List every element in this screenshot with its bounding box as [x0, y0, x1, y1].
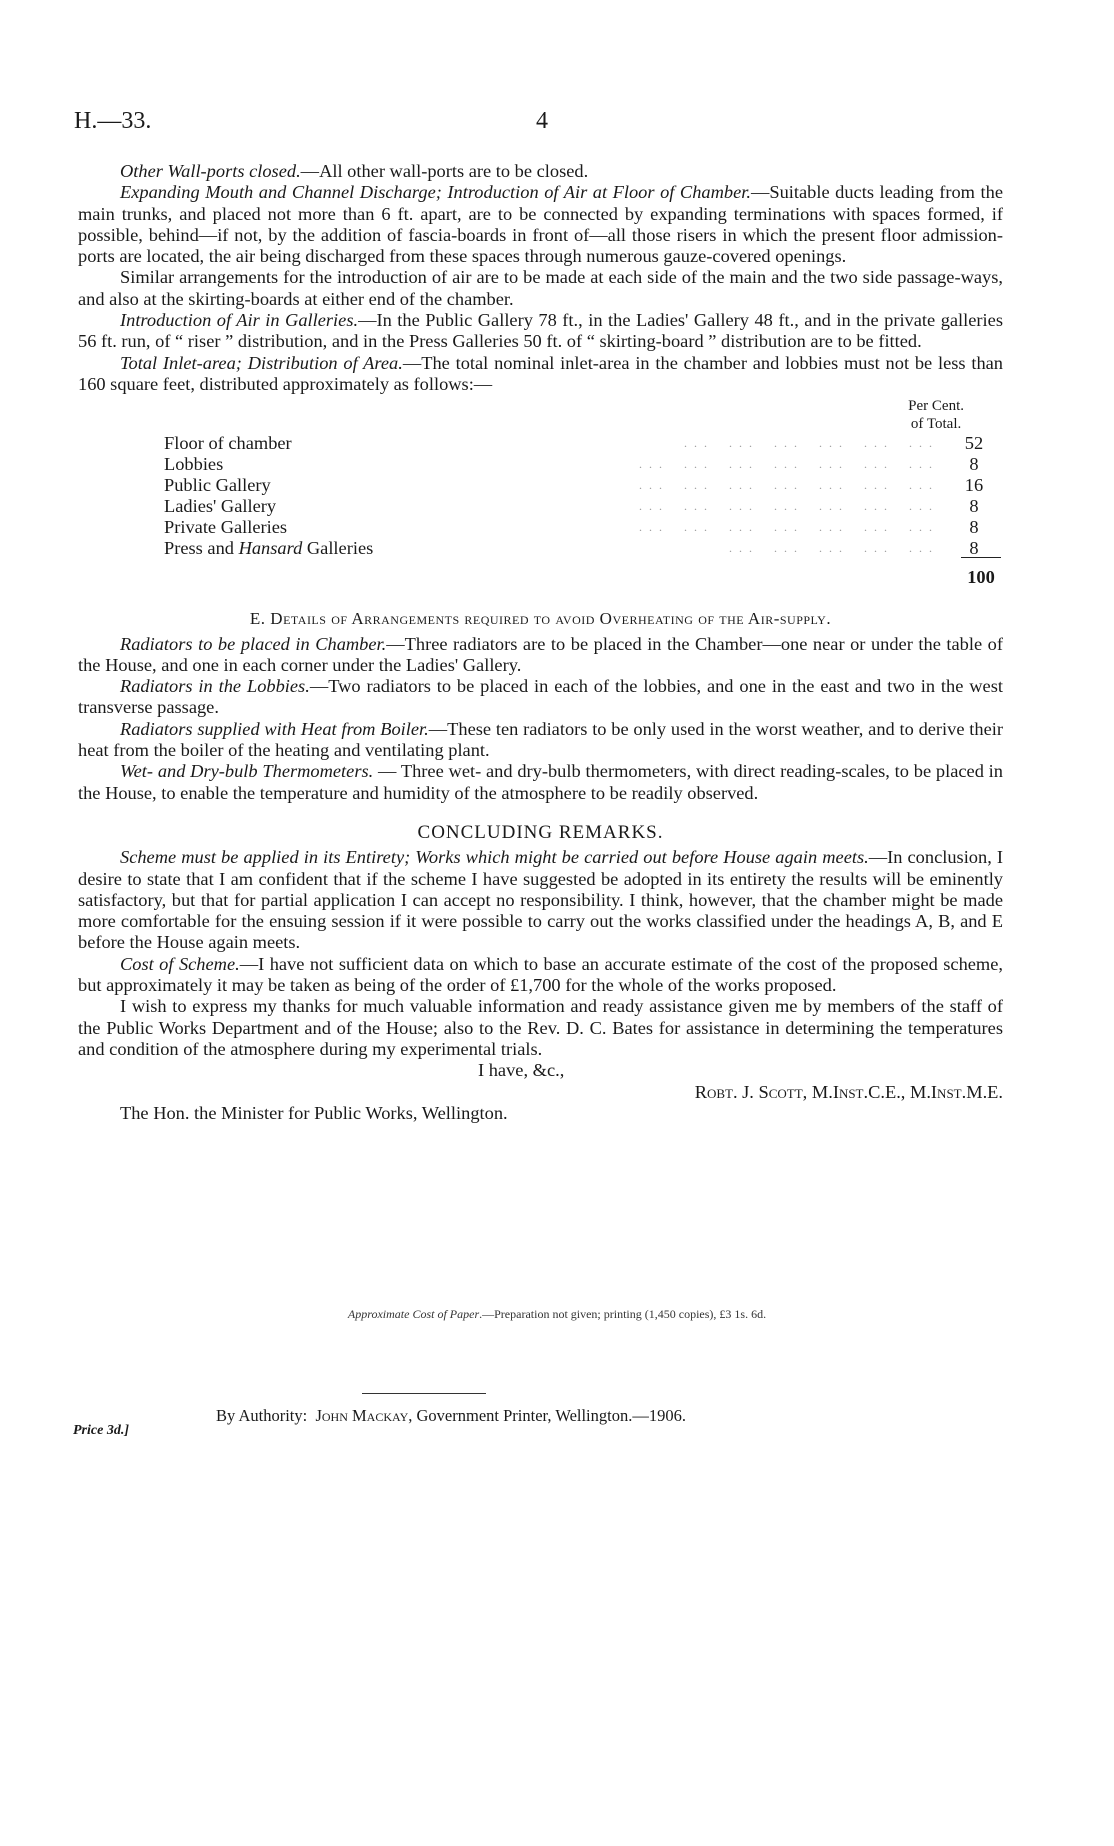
paragraph-radiators-lobbies — [78, 676, 1003, 719]
printer-authority: By Authority: John Mackay, Government Printer, Wellington.—1906. — [216, 1406, 686, 1425]
paragraph-text: —In the Public Gallery 78 ft., in the Ladies' Gallery 48 ft., and in the private galleries 56 ft. run, of “ riser ” distribution, and in the Press Galleries 50 ft. of “ skirting-board ” distribution are to be fitted. — [78, 310, 1003, 352]
document-body — [78, 161, 1003, 1124]
table-row: . . . . . . . . . . . . . . . . . . Floor of chamber 52 — [164, 433, 1004, 454]
addressee: The Hon. the Minister for Public Works, Wellington. — [120, 1102, 508, 1123]
price: Price 3d.] — [73, 1423, 129, 1438]
table-total: 100 — [967, 567, 995, 588]
paragraph-title: Introduction of Air in Galleries. — [120, 310, 359, 331]
paragraph-text: —In conclusion, I desire to state that I am confident that if the scheme I have suggested be adopted in its entirety the results will be eminently satisfactory, but that for partial application I can accept no responsibility. I think, however, that the chamber might be made more comfortable for the ensuing session if it were possible to carry out the works classified under the headings A, B, and E before the House again meets. — [78, 847, 1003, 953]
paragraph-title: Cost of Scheme. — [120, 953, 240, 974]
paragraph-thanks: I wish to express my thanks for much valuable information and ready assistance given me by members of the staff of the Public Works Department and of the House; also to the Rev. D. C. Bates for assistance in determining the temperatures and condition of the atmosphere during my experimental trials. — [78, 996, 1003, 1059]
paragraph-similar-arrangements: Similar arrangements for the introduction of air are to be made at each side of the main and the two side passage-ways, and also at the skirting-boards at either end of the chamber. — [78, 267, 1003, 309]
table-column-header: Per Cent. of Total. — [908, 398, 964, 433]
paragraph-scheme-entirety — [78, 847, 1003, 953]
paragraph-text: —All other wall-ports are to be closed. — [300, 161, 589, 181]
paragraph-text: —The total nominal inlet-area in the chamber and lobbies must not be less than 160 square feet, distributed approximately as follows:— — [78, 352, 1004, 394]
concluding-heading: CONCLUDING REMARKS. — [417, 821, 664, 843]
paragraph-title: Radiators in the Lobbies. — [120, 676, 310, 697]
row-label: Lobbies — [164, 454, 224, 475]
row-value: 8 — [969, 517, 979, 538]
table-row: . . . . . . . . . . . . . . . . . . . . . Public Gallery 16 — [164, 475, 1004, 496]
paragraph-inlet-area — [78, 353, 1003, 396]
paragraph-wall-ports — [78, 161, 1003, 182]
inlet-area-table — [78, 397, 1003, 590]
row-value: 8 — [969, 538, 979, 559]
paragraph-text: —Suitable ducts leading from the main trunks, and placed not more than 6 ft. apart, are to be connected by expanding terminations with spaces formed, if possible, behind—if not, by the addition of fascia-boards in front of—all those risers in which the present floor admission-ports are located, the air being discharged from these spaces through numerous gauze-covered openings. — [78, 182, 1003, 267]
signature: Robt. J. Scott, M.Inst.C.E., M.Inst.M.E. — [694, 1081, 1003, 1102]
document-reference: H.—33. — [74, 108, 152, 134]
paragraph-title: Wet- and Dry-bulb Thermometers. — [120, 761, 374, 782]
row-value: 8 — [969, 496, 979, 517]
row-value: 8 — [969, 454, 979, 475]
page-number: 4 — [536, 108, 548, 134]
table-row: . . . . . . . . . . . . . . . Press and Hansard Galleries 8 — [164, 538, 1004, 559]
paragraph-text: —I have not sufficient data on which to base an accurate estimate of the cost of the proposed scheme, but approximately it may be taken as being of the order of £1,700 for the whole of the works proposed. — [78, 953, 1003, 996]
paragraph-radiators-chamber — [78, 634, 1003, 677]
paragraph-cost-of-scheme — [78, 954, 1003, 997]
paragraph-text: —Three radiators are to be placed in the Chamber—one near or under the table of the House, and one in each corner under the Ladies' Gallery. — [78, 633, 1003, 675]
section-e-heading: E. Details of Arrangements required to avoid Overheating of the Air-supply. — [249, 609, 832, 629]
closing-line: I have, &c., — [478, 1060, 565, 1081]
row-label: Public Gallery — [164, 475, 271, 496]
row-label: Ladies' Gallery — [164, 496, 277, 517]
paragraph-title: Radiators supplied with Heat from Boiler. — [120, 718, 429, 739]
table-row: . . . . . . . . . . . . . . . . . . . . . Lobbies 8 — [164, 454, 1004, 475]
paragraph-radiators-boiler — [78, 719, 1003, 762]
footer-rule — [362, 1393, 486, 1394]
paragraph-text: — Three wet- and dry-bulb thermometers, with direct reading-scales, to be placed in the House, to enable the temperature and humidity of the atmosphere to be readily observed. — [78, 761, 1003, 803]
paragraph-title: Scheme must be applied in its Entirety; Works which might be carried out before House again meets. — [120, 847, 869, 868]
table-row: . . . . . . . . . . . . . . . . . . . . . Ladies' Gallery 8 — [164, 496, 1004, 517]
paragraph-title: Other Wall-ports closed. — [120, 161, 301, 181]
row-label: Private Galleries — [164, 517, 288, 538]
row-label: Floor of chamber — [164, 433, 292, 454]
paragraph-title: Expanding Mouth and Channel Discharge; Introduction of Air at Floor of Chamber. — [120, 182, 751, 203]
paragraph-title: Total Inlet-area; Distribution of Area. — [120, 352, 403, 373]
paragraph-title: Radiators to be placed in Chamber. — [120, 633, 387, 654]
row-label: Press and Hansard Galleries — [164, 538, 374, 559]
paragraph-galleries — [78, 310, 1003, 353]
row-value: 16 — [964, 475, 984, 496]
paragraph-expanding-mouth — [78, 182, 1003, 267]
total-rule — [961, 557, 1001, 558]
cost-of-paper-note: Approximate Cost of Paper.—Preparation not given; printing (1,450 copies), £3 1s. 6d. — [347, 1307, 767, 1321]
table-row: . . . . . . . . . . . . . . . . . . . . . Private Galleries 8 — [164, 517, 1004, 538]
paragraph-thermometers — [78, 761, 1003, 804]
paragraph-text: —These ten radiators to be only used in the worst weather, and to derive their heat from the boiler of the heating and ventilating plant. — [78, 718, 1003, 761]
row-value: 52 — [964, 433, 984, 454]
paragraph-text: —Two radiators to be placed in each of the lobbies, and one in the east and two in the west transverse passage. — [78, 676, 1003, 718]
